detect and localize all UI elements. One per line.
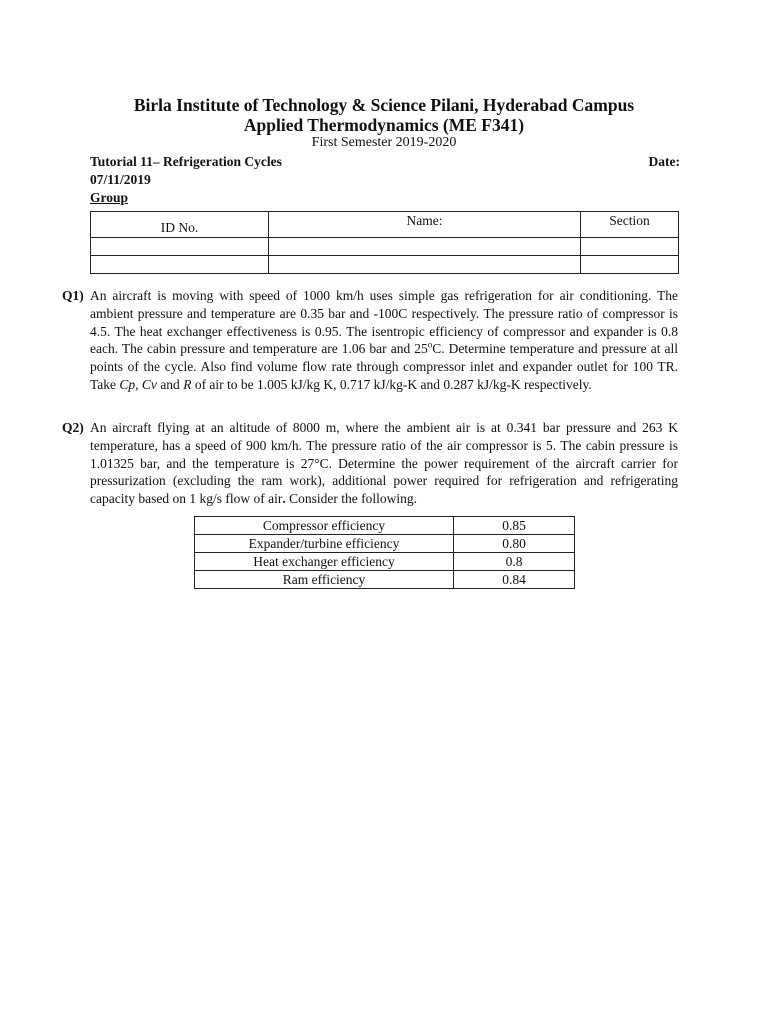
efficiency-row [195,517,575,535]
efficiency-name: Ram efficiency [195,571,454,589]
efficiency-name: Expander/turbine efficiency [195,535,454,553]
degree-superscript: o [427,339,433,350]
course-title: Applied Thermodynamics (ME F341) [243,115,525,135]
symbol-cp-cv: Cp, Cv [119,376,157,392]
question-1 [58,287,678,394]
section-header: Section [581,212,679,238]
question-number: Q2) [62,420,84,435]
date-label: Date: [648,154,680,169]
id-table-row [91,256,679,274]
name-cell[interactable] [269,256,581,274]
section-cell[interactable] [581,256,679,274]
question-text [90,419,678,508]
date-value: 07/11/2019 [90,172,151,187]
question-text-part: and [156,376,184,392]
question-2 [58,419,678,508]
tutorial-header [90,153,680,207]
question-text [90,287,678,394]
semester-line: First Semester 2019-2020 [311,135,457,150]
efficiency-row [195,535,575,553]
id-table-header-row [91,212,679,238]
institute-title: Birla Institute of Technology & Science Pilani, Hyderabad Campus [133,95,635,115]
efficiency-value: 0.84 [454,571,575,589]
group-label: Group [90,190,129,205]
id-cell[interactable] [91,256,269,274]
efficiency-name: Compressor efficiency [195,517,454,535]
id-table [90,211,679,274]
question-text-part: An aircraft is moving with speed of 1000 km/h uses simple gas refrigeration for air conditioning. The ambient pressure and temperature are 0.35 bar and -100C respectively. The pressure ratio of compressor is 4.5. The heat exchanger effectiveness is 0.95. The isentropic efficiency of compressor and expander is 0.8 each. The cabin pressure and temperature are 1.06 bar and 25 [90,288,678,357]
symbol-r: R [183,376,192,392]
question-text-part: of air to be 1.005 kJ/kg K, 0.717 kJ/kg-K and 0.287 kJ/kg-K respectively. [191,376,592,392]
question-text-part: Consider the following. [285,491,417,507]
efficiency-value: 0.80 [454,535,575,553]
efficiency-value: 0.85 [454,517,575,535]
efficiency-row [195,553,575,571]
tutorial-title: Tutorial 11– Refrigeration Cycles [90,154,282,169]
section-cell[interactable] [581,238,679,256]
efficiency-table [194,516,575,589]
name-cell[interactable] [269,238,581,256]
efficiency-value: 0.8 [454,553,575,571]
question-text-part: An aircraft flying at an altitude of 8000 m, where the ambient air is at 0.341 bar pressure and 263 K temperature, has a speed of 900 km/h. The pressure ratio of the air compressor is 5. The cabin pressure is 1.01325 bar, and the temperature is 27°C. Determine the power requirement of the aircraft carrier for pressurization (excluding the ram work), additional power required for refrigeration and refrigerating capacity based on 1 kg/s flow of air [90,420,678,507]
name-header: Name: [269,212,581,238]
efficiency-name: Heat exchanger efficiency [195,553,454,571]
id-header: ID No. [91,212,269,238]
efficiency-row [195,571,575,589]
id-table-row [91,238,679,256]
question-text-part: C. Determine temperature and pressure at all points of the cycle. Also find volume flow rate through compressor inlet and expander outlet for 100 TR. Take [90,341,678,392]
id-cell[interactable] [91,238,269,256]
bold-period: . [282,491,286,507]
question-number: Q1) [62,288,84,303]
